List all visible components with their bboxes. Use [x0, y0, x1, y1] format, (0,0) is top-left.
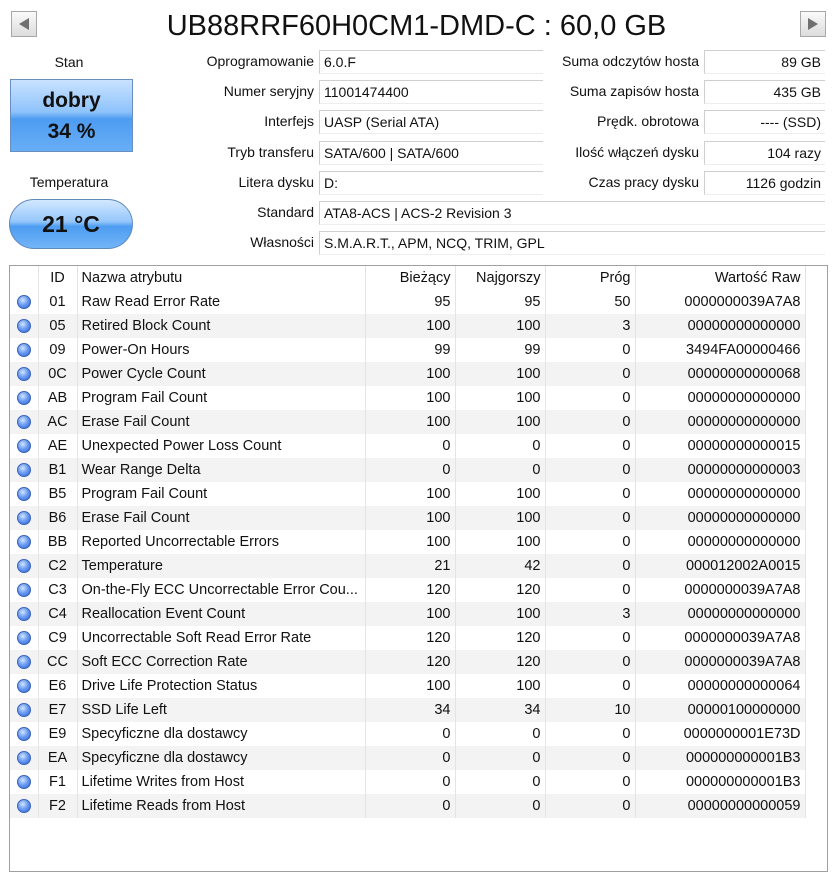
attribute-threshold: 0	[545, 362, 635, 386]
column-header-worst[interactable]: Najgorszy	[455, 266, 545, 290]
status-ok-icon	[17, 487, 31, 501]
status-ok-icon	[17, 583, 31, 597]
table-row[interactable]	[10, 338, 805, 362]
attribute-name: Program Fail Count	[77, 482, 365, 506]
attribute-current: 100	[365, 506, 455, 530]
health-status-badge[interactable]	[10, 79, 133, 152]
attribute-id: AE	[38, 434, 77, 458]
attribute-threshold: 0	[545, 674, 635, 698]
table-row[interactable]	[10, 314, 805, 338]
attribute-worst: 100	[455, 410, 545, 434]
attribute-threshold: 0	[545, 722, 635, 746]
attribute-current: 21	[365, 554, 455, 578]
attribute-id: CC	[38, 650, 77, 674]
table-row[interactable]	[10, 362, 805, 386]
attribute-id: C3	[38, 578, 77, 602]
status-ok-icon	[17, 775, 31, 789]
attribute-current: 0	[365, 746, 455, 770]
attribute-raw: 000000000001B3	[635, 746, 805, 770]
interface-value: UASP (Serial ATA)	[319, 110, 543, 134]
next-disk-button[interactable]	[800, 11, 826, 37]
status-dot-cell	[10, 674, 38, 698]
attribute-raw: 00000000000000	[635, 410, 805, 434]
attribute-worst: 0	[455, 458, 545, 482]
attribute-id: F1	[38, 770, 77, 794]
attribute-current: 0	[365, 794, 455, 818]
status-dot-cell	[10, 578, 38, 602]
column-header-status[interactable]	[10, 266, 38, 290]
attribute-raw: 00000000000000	[635, 482, 805, 506]
attribute-current: 100	[365, 314, 455, 338]
status-ok-icon	[17, 607, 31, 621]
attribute-current: 100	[365, 386, 455, 410]
attribute-threshold: 0	[545, 338, 635, 362]
status-dot-cell	[10, 698, 38, 722]
attribute-name: Erase Fail Count	[77, 506, 365, 530]
status-ok-icon	[17, 799, 31, 813]
table-row[interactable]	[10, 674, 805, 698]
power-on-count-label: Ilość włączeń dysku	[575, 144, 699, 160]
attribute-raw: 0000000039A7A8	[635, 290, 805, 314]
attribute-worst: 0	[455, 746, 545, 770]
attribute-name: Lifetime Writes from Host	[77, 770, 365, 794]
attribute-threshold: 0	[545, 746, 635, 770]
attribute-name: On-the-Fly ECC Uncorrectable Error Cou...	[77, 578, 365, 602]
column-header-id[interactable]: ID	[38, 266, 77, 290]
serial-number-value: 11001474400	[319, 80, 543, 104]
attribute-raw: 000000000001B3	[635, 770, 805, 794]
standard-value: ATA8-ACS | ACS-2 Revision 3	[319, 201, 825, 225]
attribute-current: 120	[365, 626, 455, 650]
attribute-current: 0	[365, 458, 455, 482]
attribute-id: F2	[38, 794, 77, 818]
attribute-threshold: 0	[545, 530, 635, 554]
attribute-threshold: 0	[545, 554, 635, 578]
attribute-threshold: 0	[545, 794, 635, 818]
attribute-name: Reallocation Event Count	[77, 602, 365, 626]
status-ok-icon	[17, 367, 31, 381]
status-dot-cell	[10, 794, 38, 818]
attribute-worst: 100	[455, 674, 545, 698]
attribute-name: SSD Life Left	[77, 698, 365, 722]
standard-label: Standard	[257, 204, 314, 220]
status-ok-icon	[17, 319, 31, 333]
status-ok-icon	[17, 415, 31, 429]
attribute-current: 95	[365, 290, 455, 314]
smart-attributes-table[interactable]	[9, 265, 828, 872]
attribute-threshold: 0	[545, 626, 635, 650]
attribute-current: 99	[365, 338, 455, 362]
column-header-current[interactable]: Bieżący	[365, 266, 455, 290]
table-row[interactable]	[10, 554, 805, 578]
table-row[interactable]	[10, 290, 805, 314]
attribute-name: Lifetime Reads from Host	[77, 794, 365, 818]
attribute-raw: 0000000001E73D	[635, 722, 805, 746]
attribute-name: Wear Range Delta	[77, 458, 365, 482]
table-row[interactable]	[10, 602, 805, 626]
attribute-id: C9	[38, 626, 77, 650]
status-ok-icon	[17, 679, 31, 693]
attribute-threshold: 0	[545, 770, 635, 794]
attribute-id: B1	[38, 458, 77, 482]
attribute-id: 09	[38, 338, 77, 362]
firmware-value: 6.0.F	[319, 50, 543, 74]
attribute-id: AC	[38, 410, 77, 434]
table-row[interactable]	[10, 698, 805, 722]
attribute-name: Specyficzne dla dostawcy	[77, 746, 365, 770]
attribute-current: 0	[365, 722, 455, 746]
table-header-row	[10, 266, 805, 290]
attribute-threshold: 0	[545, 482, 635, 506]
attribute-raw: 00000000000000	[635, 386, 805, 410]
attribute-worst: 42	[455, 554, 545, 578]
attribute-raw: 0000000039A7A8	[635, 578, 805, 602]
attribute-raw: 00000100000000	[635, 698, 805, 722]
disk-title: UB88RRF60H0CM1-DMD-C : 60,0 GB	[166, 10, 667, 42]
attribute-worst: 120	[455, 578, 545, 602]
attribute-threshold: 0	[545, 458, 635, 482]
host-writes-value: 435 GB	[704, 80, 825, 104]
attribute-current: 34	[365, 698, 455, 722]
temperature-label: Temperatura	[29, 174, 109, 190]
status-ok-icon	[17, 703, 31, 717]
attribute-name: Erase Fail Count	[77, 410, 365, 434]
attribute-worst: 0	[455, 794, 545, 818]
attribute-raw: 00000000000064	[635, 674, 805, 698]
attribute-worst: 99	[455, 338, 545, 362]
attribute-worst: 100	[455, 386, 545, 410]
attribute-raw: 0000000039A7A8	[635, 650, 805, 674]
attribute-id: BB	[38, 530, 77, 554]
features-value: S.M.A.R.T., APM, NCQ, TRIM, GPL	[319, 231, 825, 255]
status-dot-cell	[10, 410, 38, 434]
transfer-mode-label: Tryb transferu	[227, 144, 314, 160]
triangle-right-icon	[807, 17, 819, 31]
attribute-worst: 120	[455, 650, 545, 674]
attribute-id: EA	[38, 746, 77, 770]
firmware-label: Oprogramowanie	[206, 53, 314, 69]
table-row[interactable]	[10, 434, 805, 458]
attribute-id: E9	[38, 722, 77, 746]
attribute-name: Raw Read Error Rate	[77, 290, 365, 314]
table-row[interactable]	[10, 506, 805, 530]
table-row[interactable]	[10, 410, 805, 434]
attribute-threshold: 0	[545, 650, 635, 674]
table-row[interactable]	[10, 650, 805, 674]
attribute-worst: 0	[455, 434, 545, 458]
attribute-raw: 000012002A0015	[635, 554, 805, 578]
attribute-name: Retired Block Count	[77, 314, 365, 338]
status-ok-icon	[17, 751, 31, 765]
table-row[interactable]	[10, 770, 805, 794]
host-writes-label: Suma zapisów hosta	[569, 83, 699, 99]
attribute-threshold: 50	[545, 290, 635, 314]
host-reads-value: 89 GB	[704, 50, 825, 74]
status-dot-cell	[10, 314, 38, 338]
attribute-raw: 00000000000059	[635, 794, 805, 818]
attribute-raw: 00000000000000	[635, 314, 805, 338]
attribute-current: 100	[365, 530, 455, 554]
table-row[interactable]	[10, 626, 805, 650]
attribute-worst: 100	[455, 362, 545, 386]
attribute-raw: 00000000000000	[635, 506, 805, 530]
column-header-threshold[interactable]: Próg	[545, 266, 635, 290]
attribute-name: Power Cycle Count	[77, 362, 365, 386]
status-dot-cell	[10, 386, 38, 410]
attribute-threshold: 0	[545, 386, 635, 410]
attribute-raw: 00000000000000	[635, 530, 805, 554]
attribute-worst: 0	[455, 722, 545, 746]
attribute-worst: 0	[455, 770, 545, 794]
attribute-name: Temperature	[77, 554, 365, 578]
attribute-name: Drive Life Protection Status	[77, 674, 365, 698]
attribute-threshold: 0	[545, 410, 635, 434]
status-ok-icon	[17, 463, 31, 477]
status-dot-cell	[10, 362, 38, 386]
status-dot-cell	[10, 626, 38, 650]
serial-number-label: Numer seryjny	[223, 83, 314, 99]
table-row[interactable]	[10, 482, 805, 506]
attribute-id: B6	[38, 506, 77, 530]
attribute-raw: 00000000000068	[635, 362, 805, 386]
attribute-worst: 100	[455, 530, 545, 554]
status-ok-icon	[17, 655, 31, 669]
attribute-worst: 95	[455, 290, 545, 314]
table-row[interactable]	[10, 746, 805, 770]
table-row[interactable]	[10, 458, 805, 482]
attribute-current: 120	[365, 650, 455, 674]
drive-letter-label: Litera dysku	[238, 174, 314, 190]
attribute-current: 0	[365, 770, 455, 794]
attribute-name: Specyficzne dla dostawcy	[77, 722, 365, 746]
status-dot-cell	[10, 602, 38, 626]
table-row[interactable]	[10, 386, 805, 410]
attribute-threshold: 3	[545, 314, 635, 338]
attribute-name: Uncorrectable Soft Read Error Rate	[77, 626, 365, 650]
drive-letter-value: D:	[319, 171, 543, 195]
attribute-name: Reported Uncorrectable Errors	[77, 530, 365, 554]
status-dot-cell	[10, 506, 38, 530]
triangle-left-icon	[18, 17, 30, 31]
attribute-raw: 00000000000000	[635, 602, 805, 626]
table-row[interactable]	[10, 794, 805, 818]
status-label: Stan	[54, 54, 84, 70]
power-on-hours-value: 1126 godzin	[704, 171, 825, 195]
status-dot-cell	[10, 290, 38, 314]
attribute-raw: 00000000000003	[635, 458, 805, 482]
status-ok-icon	[17, 511, 31, 525]
attribute-raw: 00000000000015	[635, 434, 805, 458]
status-ok-icon	[17, 631, 31, 645]
status-ok-icon	[17, 727, 31, 741]
interface-label: Interfejs	[264, 113, 314, 129]
health-status-text: dobry	[42, 89, 101, 112]
table-row[interactable]	[10, 530, 805, 554]
attribute-current: 0	[365, 434, 455, 458]
attribute-id: B5	[38, 482, 77, 506]
attribute-name: Unexpected Power Loss Count	[77, 434, 365, 458]
attribute-name: Power-On Hours	[77, 338, 365, 362]
attribute-raw: 0000000039A7A8	[635, 626, 805, 650]
attribute-current: 100	[365, 602, 455, 626]
attribute-worst: 100	[455, 506, 545, 530]
status-dot-cell	[10, 338, 38, 362]
status-ok-icon	[17, 391, 31, 405]
attribute-id: C4	[38, 602, 77, 626]
attribute-id: E7	[38, 698, 77, 722]
column-header-name[interactable]: Nazwa atrybutu	[77, 266, 365, 290]
rotation-rate-value: ---- (SSD)	[704, 110, 825, 134]
attribute-threshold: 3	[545, 602, 635, 626]
attribute-current: 100	[365, 362, 455, 386]
temperature-badge[interactable]	[9, 199, 133, 249]
attribute-id: AB	[38, 386, 77, 410]
attribute-worst: 120	[455, 626, 545, 650]
health-percent-text: 34 %	[47, 120, 96, 143]
rotation-rate-label: Prędk. obrotowa	[597, 113, 699, 129]
power-on-hours-label: Czas pracy dysku	[588, 174, 699, 190]
host-reads-label: Suma odczytów hosta	[562, 53, 699, 69]
attribute-name: Program Fail Count	[77, 386, 365, 410]
attribute-id: 01	[38, 290, 77, 314]
status-dot-cell	[10, 482, 38, 506]
attribute-threshold: 0	[545, 506, 635, 530]
power-on-count-value: 104 razy	[704, 141, 825, 165]
attribute-id: C2	[38, 554, 77, 578]
attribute-current: 120	[365, 578, 455, 602]
status-ok-icon	[17, 295, 31, 309]
status-dot-cell	[10, 746, 38, 770]
attribute-raw: 3494FA00000466	[635, 338, 805, 362]
status-dot-cell	[10, 554, 38, 578]
previous-disk-button[interactable]	[11, 11, 37, 37]
attribute-threshold: 0	[545, 578, 635, 602]
attribute-worst: 100	[455, 482, 545, 506]
status-ok-icon	[17, 439, 31, 453]
attribute-id: E6	[38, 674, 77, 698]
status-ok-icon	[17, 559, 31, 573]
temperature-value: 21 °C	[42, 211, 100, 237]
attribute-worst: 100	[455, 314, 545, 338]
attribute-current: 100	[365, 482, 455, 506]
status-dot-cell	[10, 650, 38, 674]
attribute-threshold: 10	[545, 698, 635, 722]
attribute-id: 05	[38, 314, 77, 338]
table-row[interactable]	[10, 578, 805, 602]
attribute-worst: 34	[455, 698, 545, 722]
column-header-raw[interactable]: Wartość Raw	[635, 266, 805, 290]
attribute-name: Soft ECC Correction Rate	[77, 650, 365, 674]
status-ok-icon	[17, 343, 31, 357]
attribute-threshold: 0	[545, 434, 635, 458]
attribute-current: 100	[365, 674, 455, 698]
status-dot-cell	[10, 458, 38, 482]
attribute-current: 100	[365, 410, 455, 434]
transfer-mode-value: SATA/600 | SATA/600	[319, 141, 543, 165]
status-dot-cell	[10, 434, 38, 458]
status-dot-cell	[10, 722, 38, 746]
features-label: Własności	[250, 234, 314, 250]
attribute-worst: 100	[455, 602, 545, 626]
table-row[interactable]	[10, 722, 805, 746]
status-ok-icon	[17, 535, 31, 549]
status-dot-cell	[10, 530, 38, 554]
status-dot-cell	[10, 770, 38, 794]
attribute-id: 0C	[38, 362, 77, 386]
